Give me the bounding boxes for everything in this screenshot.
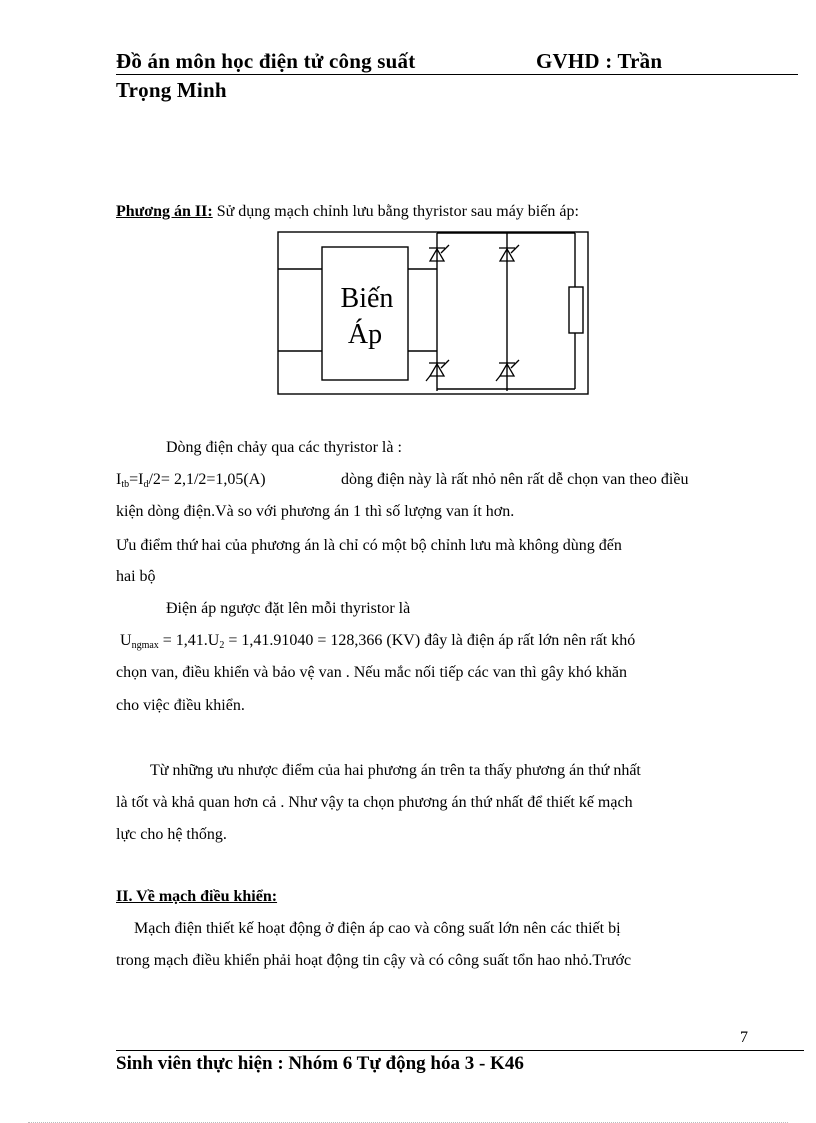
voltage-line2: chọn van, điều khiển và bảo vệ van . Nếu mắc nối tiếp các van thì gây khó khăn bbox=[116, 664, 627, 681]
header-instructor: GVHD : Trần bbox=[536, 49, 663, 73]
option2-heading bbox=[116, 203, 579, 221]
bullet-voltage bbox=[158, 600, 410, 618]
conclusion-line1: Từ những ưu nhược điểm của hai phương án trên ta thấy phương án thứ nhất bbox=[150, 762, 641, 779]
transformer-label-2: Áp bbox=[347, 319, 383, 350]
current-formula: $I_{tb}=I_d/2= 2,1/2=1,05(A)$ bbox=[116, 471, 266, 490]
header-instructor-name: Trọng Minh bbox=[116, 78, 227, 102]
option2-title: Phương án II bbox=[116, 203, 208, 220]
control-line1: Mạch điện thiết kế hoạt động ở điện áp cao và công suất lớn nên các thiết bị bbox=[134, 920, 621, 937]
footer-rule bbox=[116, 1050, 804, 1051]
current-heading: Dòng điện chảy qua các thyristor là : bbox=[166, 439, 402, 456]
header-rule bbox=[116, 74, 798, 75]
conclusion-line2: là tốt và khả quan hơn cả . Như vậy ta chọn phương án thứ nhất để thiết kế mạch bbox=[116, 794, 633, 811]
header-title: Đồ án môn học điện tử công suất bbox=[116, 49, 416, 73]
conclusion-line3: lực cho hệ thống. bbox=[116, 826, 227, 843]
option2-text: Sử dụng mạch chỉnh lưu bằng thyristor sau máy biến áp: bbox=[212, 203, 579, 220]
load-resistor bbox=[569, 287, 583, 333]
advantage-line: Ưu điểm thứ hai của phương án là chỉ có một bộ chỉnh lưu mà không dùng đến bbox=[116, 537, 622, 554]
bullet-current bbox=[158, 439, 402, 457]
advantage-line2: hai bộ bbox=[116, 568, 156, 585]
thyristor-top-left bbox=[429, 245, 449, 261]
current-comment: dòng điện này là rất nhỏ nên rất dễ chọn van theo điều bbox=[341, 471, 689, 488]
current-line2: kiện dòng điện.Và so với phương án 1 thì số lượng van ít hơn. bbox=[116, 503, 515, 520]
option2-colon: : bbox=[207, 203, 213, 220]
page-number: 7 bbox=[740, 1029, 748, 1046]
thyristor-top-right bbox=[499, 245, 519, 261]
voltage-heading: Điện áp ngược đặt lên mỗi thyristor là bbox=[166, 600, 411, 617]
voltage-line3: cho việc điều khiển. bbox=[116, 697, 245, 714]
rectifier-circuit-diagram bbox=[277, 231, 589, 395]
transformer-label-1: Biến bbox=[340, 283, 394, 314]
control-section-title: II. Về mạch điều khiển: bbox=[116, 888, 278, 905]
control-line2: trong mạch điều khiển phải hoạt động tin cậy và có công suất tổn hao nhỏ.Trước bbox=[116, 952, 632, 969]
footer-text: Sinh viên thực hiện : Nhóm 6 Tự động hóa 3 - K46 bbox=[116, 1053, 524, 1074]
voltage-formula: $U_{ngmax} = 1,41.U_2 = 1,41.91040 = 128,366$ (KV) đây là điện áp rất lớn nên rất khó bbox=[120, 632, 636, 651]
